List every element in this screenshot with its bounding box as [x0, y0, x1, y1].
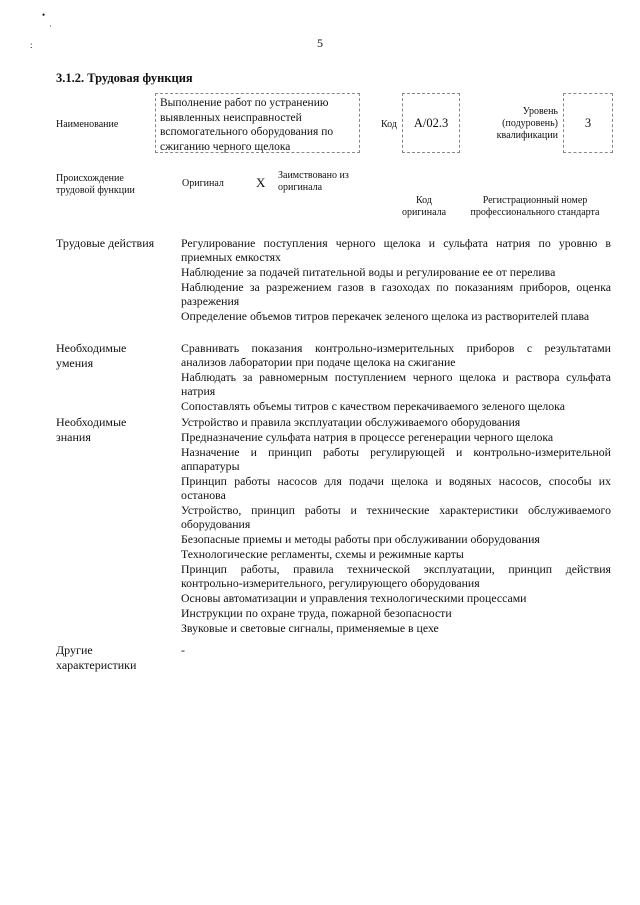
list-item: Сравнивать показания контрольно-измерительных приборов с результатами анализов лаборатории при подаче щелока на сжигание	[181, 341, 611, 369]
section-label: Другие характеристики	[56, 643, 137, 672]
list-item: Наблюдение за подачей питательной воды и регулирование ее от перелива	[181, 265, 556, 279]
code-label: Код	[381, 119, 397, 130]
section-label: Необходимые знания	[56, 415, 127, 444]
list-item: Устройство, принцип работы и технические характеристики обслуживаемого оборудования	[181, 503, 611, 531]
section-title: 3.1.2. Трудовая функция	[56, 71, 193, 85]
list-item: Безопасные приемы и методы работы при обслуживании оборудования	[181, 532, 540, 546]
list-item: Регулирование поступления черного щелока и сульфата натрия по уровню в приемных емкостях	[181, 236, 611, 264]
function-name-box: Выполнение работ по устранению выявленных неисправностей вспомогательного оборудования по сжиганию черного щелока	[155, 93, 360, 153]
other-list	[181, 643, 611, 658]
list-item: Технологические регламенты, схемы и режимные карты	[181, 547, 464, 561]
list-item: Наблюдать за равномерным поступлением черного щелока и раствора сульфата натрия	[181, 370, 611, 398]
list-item: Предназначение сульфата натрия в процессе регенерации черного щелока	[181, 430, 554, 444]
section-label: Необходимые умения	[56, 341, 127, 370]
scan-mark: •	[42, 10, 46, 20]
page-number: 5	[317, 36, 323, 50]
list-item: -	[181, 643, 185, 657]
list-item: Звуковые и световые сигналы, применяемые в цехе	[181, 621, 439, 635]
list-item: Сопоставлять объемы титров с качеством перекачиваемого зеленого щелока	[181, 399, 565, 413]
code-value-box: A/02.3	[402, 93, 460, 153]
origin-label: Происхождение трудовой функции	[56, 173, 135, 196]
list-item: Основы автоматизации и управления технологическими процессами	[181, 591, 527, 605]
section-label: Трудовые действия	[56, 236, 155, 250]
name-label: Наименование	[56, 119, 119, 130]
reg-number-label: Регистрационный номер профессионального стандарта	[470, 195, 600, 218]
level-value-box: 3	[563, 93, 613, 153]
list-item: Наблюдение за разрежением газов в газоходах по показаниям приборов, оценка разрежения	[181, 280, 611, 308]
skills-list	[181, 341, 611, 414]
list-item: Инструкции по охране труда, пожарной безопасности	[181, 606, 452, 620]
original-label: Оригинал	[182, 178, 224, 189]
scan-mark: :	[30, 40, 33, 50]
borrowed-label: Заимствовано из оригинала	[278, 170, 349, 193]
original-code-label: Код оригинала	[401, 195, 447, 218]
list-item: Назначение и принцип работы регулирующей и контрольно-измерительной аппаратуры	[181, 445, 611, 473]
list-item: Принцип работы насосов для подачи щелока и водяных насосов, способы их останова	[181, 474, 611, 502]
knowledge-list	[181, 415, 611, 636]
original-mark: X	[256, 175, 266, 190]
list-item: Устройство и правила эксплуатации обслуживаемого оборудования	[181, 415, 521, 429]
level-label: Уровень (подуровень) квалификации	[496, 106, 558, 141]
list-item: Определение объемов титров перекачек зеленого щелока из растворителей плава	[181, 309, 590, 323]
scan-mark: ˙	[49, 24, 52, 34]
labor-actions-list	[181, 236, 611, 324]
list-item: Принцип работы, правила технической эксплуатации, принцип действия контрольно-измерительного, регулирующего оборудования	[181, 562, 611, 590]
